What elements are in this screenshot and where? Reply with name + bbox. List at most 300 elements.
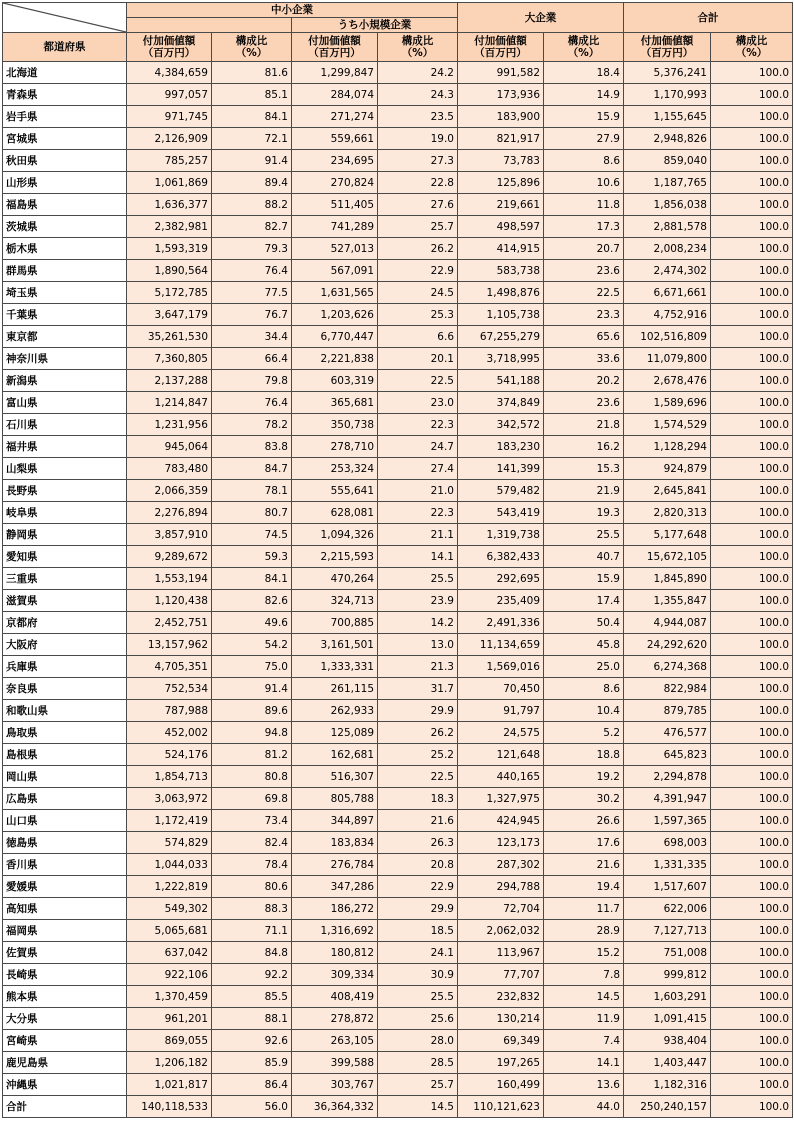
cell-t_r: 100.0 bbox=[711, 986, 793, 1008]
cell-t_r: 100.0 bbox=[711, 304, 793, 326]
cell-sme_v: 574,829 bbox=[127, 832, 212, 854]
cell-t_v: 1,597,365 bbox=[624, 810, 711, 832]
cell-sme_v: 35,261,530 bbox=[127, 326, 212, 348]
cell-t_r: 100.0 bbox=[711, 656, 793, 678]
cell-sm_r: 6.6 bbox=[378, 326, 458, 348]
cell-sm_v: 2,221,838 bbox=[292, 348, 378, 370]
prefecture-name: 高知県 bbox=[3, 898, 127, 920]
prefecture-name: 福岡県 bbox=[3, 920, 127, 942]
cell-sme_v: 4,705,351 bbox=[127, 656, 212, 678]
cell-lg_r: 21.6 bbox=[544, 854, 624, 876]
table-row bbox=[3, 128, 793, 150]
cell-t_v: 6,274,368 bbox=[624, 656, 711, 678]
cell-t_r: 100.0 bbox=[711, 282, 793, 304]
cell-sm_r: 20.1 bbox=[378, 348, 458, 370]
table-row bbox=[3, 194, 793, 216]
cell-t_r: 100.0 bbox=[711, 524, 793, 546]
cell-sme_r: 88.2 bbox=[212, 194, 292, 216]
cell-t_r: 100.0 bbox=[711, 634, 793, 656]
cell-sm_v: 555,641 bbox=[292, 480, 378, 502]
cell-sm_v: 1,631,565 bbox=[292, 282, 378, 304]
cell-sm_v: 527,013 bbox=[292, 238, 378, 260]
table-row bbox=[3, 832, 793, 854]
cell-sme_r: 82.4 bbox=[212, 832, 292, 854]
cell-t_v: 1,128,294 bbox=[624, 436, 711, 458]
table-row bbox=[3, 942, 793, 964]
prefecture-name: 熊本県 bbox=[3, 986, 127, 1008]
cell-sme_v: 5,065,681 bbox=[127, 920, 212, 942]
cell-sme_r: 34.4 bbox=[212, 326, 292, 348]
cell-sme_v: 2,126,909 bbox=[127, 128, 212, 150]
cell-sm_r: 25.5 bbox=[378, 568, 458, 590]
total-row bbox=[3, 1096, 793, 1118]
cell-lg_v: 125,896 bbox=[458, 172, 544, 194]
cell-sm_r: 20.8 bbox=[378, 854, 458, 876]
cell-sm_v: 741,289 bbox=[292, 216, 378, 238]
cell-t_v: 2,820,313 bbox=[624, 502, 711, 524]
cell-sme_v: 1,044,033 bbox=[127, 854, 212, 876]
cell-sme_r: 76.4 bbox=[212, 392, 292, 414]
cell-sm_v: 271,274 bbox=[292, 106, 378, 128]
cell-sme_v: 2,382,981 bbox=[127, 216, 212, 238]
cell-t_v: 1,187,765 bbox=[624, 172, 711, 194]
cell-lg_r: 45.8 bbox=[544, 634, 624, 656]
sme-sub-spacer bbox=[127, 18, 292, 33]
cell-sm_r: 22.5 bbox=[378, 370, 458, 392]
cell-lg_r: 18.8 bbox=[544, 744, 624, 766]
prefecture-name: 奈良県 bbox=[3, 678, 127, 700]
prefecture-name: 埼玉県 bbox=[3, 282, 127, 304]
cell-sme_r: 92.2 bbox=[212, 964, 292, 986]
cell-t_v: 7,127,713 bbox=[624, 920, 711, 942]
cell-lg_v: 235,409 bbox=[458, 590, 544, 612]
cell-t_r: 100.0 bbox=[711, 832, 793, 854]
cell-sme_r: 76.4 bbox=[212, 260, 292, 282]
cell-sm_v: 511,405 bbox=[292, 194, 378, 216]
cell-sme_r: 84.1 bbox=[212, 106, 292, 128]
cell-sm_r: 22.9 bbox=[378, 876, 458, 898]
prefecture-name: 青森県 bbox=[3, 84, 127, 106]
cell-t_v: 1,856,038 bbox=[624, 194, 711, 216]
cell-sme_r: 76.7 bbox=[212, 304, 292, 326]
cell-lg_r: 30.2 bbox=[544, 788, 624, 810]
small-value-label: 付加価値額 bbox=[308, 35, 361, 47]
cell-t_r: 100.0 bbox=[711, 216, 793, 238]
cell-sme_v: 524,176 bbox=[127, 744, 212, 766]
cell-sme_r: 88.3 bbox=[212, 898, 292, 920]
cell-lg_v: 440,165 bbox=[458, 766, 544, 788]
prefecture-name: 佐賀県 bbox=[3, 942, 127, 964]
cell-sme_v: 997,057 bbox=[127, 84, 212, 106]
cell-sm_r: 24.1 bbox=[378, 942, 458, 964]
cell-t_r: 100.0 bbox=[711, 1096, 793, 1118]
cell-sm_v: 180,812 bbox=[292, 942, 378, 964]
cell-sme_r: 91.4 bbox=[212, 678, 292, 700]
cell-sme_v: 5,172,785 bbox=[127, 282, 212, 304]
cell-lg_r: 40.7 bbox=[544, 546, 624, 568]
cell-sm_r: 18.5 bbox=[378, 920, 458, 942]
cell-sme_r: 59.3 bbox=[212, 546, 292, 568]
table-row bbox=[3, 392, 793, 414]
table-row bbox=[3, 106, 793, 128]
cell-lg_r: 11.8 bbox=[544, 194, 624, 216]
cell-t_v: 1,517,607 bbox=[624, 876, 711, 898]
cell-sme_v: 2,452,751 bbox=[127, 612, 212, 634]
table-row bbox=[3, 216, 793, 238]
cell-t_r: 100.0 bbox=[711, 392, 793, 414]
cell-sm_v: 324,713 bbox=[292, 590, 378, 612]
cell-t_v: 4,391,947 bbox=[624, 788, 711, 810]
cell-sm_v: 125,089 bbox=[292, 722, 378, 744]
cell-t_v: 2,294,878 bbox=[624, 766, 711, 788]
cell-sme_r: 69.8 bbox=[212, 788, 292, 810]
cell-lg_r: 15.3 bbox=[544, 458, 624, 480]
total-group-header: 合計 bbox=[624, 3, 793, 33]
cell-sm_r: 14.2 bbox=[378, 612, 458, 634]
cell-sm_v: 628,081 bbox=[292, 502, 378, 524]
prefecture-name: 神奈川県 bbox=[3, 348, 127, 370]
cell-lg_r: 15.9 bbox=[544, 106, 624, 128]
cell-t_v: 2,881,578 bbox=[624, 216, 711, 238]
table-row bbox=[3, 304, 793, 326]
cell-t_r: 100.0 bbox=[711, 942, 793, 964]
cell-lg_r: 19.4 bbox=[544, 876, 624, 898]
cell-lg_v: 991,582 bbox=[458, 62, 544, 84]
cell-sme_v: 945,064 bbox=[127, 436, 212, 458]
cell-lg_v: 91,797 bbox=[458, 700, 544, 722]
cell-t_v: 1,603,291 bbox=[624, 986, 711, 1008]
sme-ratio-label: 構成比 bbox=[235, 35, 268, 47]
cell-lg_r: 65.6 bbox=[544, 326, 624, 348]
cell-sme_v: 783,480 bbox=[127, 458, 212, 480]
cell-sme_v: 637,042 bbox=[127, 942, 212, 964]
sme-group-header: 中小企業 bbox=[127, 3, 458, 18]
cell-lg_r: 21.8 bbox=[544, 414, 624, 436]
cell-sme_r: 84.7 bbox=[212, 458, 292, 480]
cell-t_v: 1,331,335 bbox=[624, 854, 711, 876]
cell-t_v: 645,823 bbox=[624, 744, 711, 766]
table-row bbox=[3, 458, 793, 480]
cell-sm_v: 350,738 bbox=[292, 414, 378, 436]
prefecture-name: 栃木県 bbox=[3, 238, 127, 260]
cell-sm_r: 14.1 bbox=[378, 546, 458, 568]
cell-sm_r: 24.2 bbox=[378, 62, 458, 84]
cell-t_v: 879,785 bbox=[624, 700, 711, 722]
cell-sm_r: 27.4 bbox=[378, 458, 458, 480]
cell-sme_v: 1,231,956 bbox=[127, 414, 212, 436]
cell-t_v: 5,376,241 bbox=[624, 62, 711, 84]
table-row bbox=[3, 920, 793, 942]
cell-sme_v: 1,854,713 bbox=[127, 766, 212, 788]
cell-sm_v: 253,324 bbox=[292, 458, 378, 480]
cell-sme_r: 80.6 bbox=[212, 876, 292, 898]
cell-sm_v: 278,872 bbox=[292, 1008, 378, 1030]
cell-t_r: 100.0 bbox=[711, 1008, 793, 1030]
cell-sm_r: 22.5 bbox=[378, 766, 458, 788]
cell-t_r: 100.0 bbox=[711, 788, 793, 810]
cell-sm_v: 559,661 bbox=[292, 128, 378, 150]
cell-sme_v: 1,890,564 bbox=[127, 260, 212, 282]
cell-t_r: 100.0 bbox=[711, 700, 793, 722]
cell-sm_r: 25.2 bbox=[378, 744, 458, 766]
prefecture-name: 茨城県 bbox=[3, 216, 127, 238]
cell-lg_v: 130,214 bbox=[458, 1008, 544, 1030]
cell-lg_r: 18.4 bbox=[544, 62, 624, 84]
cell-sme_r: 72.1 bbox=[212, 128, 292, 150]
cell-lg_r: 50.4 bbox=[544, 612, 624, 634]
cell-lg_r: 20.2 bbox=[544, 370, 624, 392]
cell-lg_v: 197,265 bbox=[458, 1052, 544, 1074]
cell-lg_r: 28.9 bbox=[544, 920, 624, 942]
large-ratio-unit: （%） bbox=[567, 47, 600, 59]
table-row bbox=[3, 568, 793, 590]
cell-sm_v: 603,319 bbox=[292, 370, 378, 392]
prefecture-name: 千葉県 bbox=[3, 304, 127, 326]
cell-sm_r: 25.3 bbox=[378, 304, 458, 326]
cell-lg_r: 14.1 bbox=[544, 1052, 624, 1074]
large-value-unit: （百万円） bbox=[474, 47, 527, 59]
cell-lg_v: 160,499 bbox=[458, 1074, 544, 1096]
cell-lg_v: 69,349 bbox=[458, 1030, 544, 1052]
cell-sm_v: 278,710 bbox=[292, 436, 378, 458]
cell-lg_v: 579,482 bbox=[458, 480, 544, 502]
cell-sme_v: 2,066,359 bbox=[127, 480, 212, 502]
cell-t_r: 100.0 bbox=[711, 546, 793, 568]
cell-sm_v: 399,588 bbox=[292, 1052, 378, 1074]
cell-lg_v: 113,967 bbox=[458, 942, 544, 964]
cell-lg_r: 16.2 bbox=[544, 436, 624, 458]
cell-t_r: 100.0 bbox=[711, 62, 793, 84]
prefecture-name: 滋賀県 bbox=[3, 590, 127, 612]
cell-sm_v: 36,364,332 bbox=[292, 1096, 378, 1118]
cell-sm_r: 27.6 bbox=[378, 194, 458, 216]
cell-sm_r: 23.5 bbox=[378, 106, 458, 128]
large-value-label: 付加価値額 bbox=[474, 35, 527, 47]
cell-lg_v: 123,173 bbox=[458, 832, 544, 854]
small-value-column-header bbox=[292, 33, 378, 62]
small-ratio-column-header bbox=[378, 33, 458, 62]
table-row bbox=[3, 282, 793, 304]
table-row bbox=[3, 524, 793, 546]
cell-lg_v: 1,569,016 bbox=[458, 656, 544, 678]
cell-lg_r: 17.6 bbox=[544, 832, 624, 854]
cell-t_v: 822,984 bbox=[624, 678, 711, 700]
cell-sme_r: 81.6 bbox=[212, 62, 292, 84]
cell-lg_r: 5.2 bbox=[544, 722, 624, 744]
total-ratio-label: 構成比 bbox=[735, 35, 768, 47]
table-row bbox=[3, 546, 793, 568]
cell-sm_v: 1,203,626 bbox=[292, 304, 378, 326]
cell-lg_v: 498,597 bbox=[458, 216, 544, 238]
cell-sm_r: 27.3 bbox=[378, 150, 458, 172]
cell-lg_r: 20.7 bbox=[544, 238, 624, 260]
cell-sme_v: 2,276,894 bbox=[127, 502, 212, 524]
cell-sme_v: 1,222,819 bbox=[127, 876, 212, 898]
cell-lg_v: 6,382,433 bbox=[458, 546, 544, 568]
cell-t_r: 100.0 bbox=[711, 898, 793, 920]
prefecture-name: 山口県 bbox=[3, 810, 127, 832]
cell-sm_v: 183,834 bbox=[292, 832, 378, 854]
cell-t_v: 924,879 bbox=[624, 458, 711, 480]
cell-lg_r: 8.6 bbox=[544, 678, 624, 700]
cell-sme_r: 83.8 bbox=[212, 436, 292, 458]
prefecture-name: 群馬県 bbox=[3, 260, 127, 282]
cell-t_v: 1,182,316 bbox=[624, 1074, 711, 1096]
cell-lg_r: 27.9 bbox=[544, 128, 624, 150]
cell-sme_r: 85.5 bbox=[212, 986, 292, 1008]
cell-sme_v: 752,534 bbox=[127, 678, 212, 700]
cell-lg_v: 424,945 bbox=[458, 810, 544, 832]
cell-t_v: 6,671,661 bbox=[624, 282, 711, 304]
cell-t_v: 859,040 bbox=[624, 150, 711, 172]
cell-sm_r: 23.0 bbox=[378, 392, 458, 414]
cell-sm_v: 365,681 bbox=[292, 392, 378, 414]
cell-sme_v: 4,384,659 bbox=[127, 62, 212, 84]
cell-sme_r: 71.1 bbox=[212, 920, 292, 942]
prefecture-name: 秋田県 bbox=[3, 150, 127, 172]
cell-t_r: 100.0 bbox=[711, 876, 793, 898]
cell-sme_r: 91.4 bbox=[212, 150, 292, 172]
cell-sme_v: 1,214,847 bbox=[127, 392, 212, 414]
cell-t_r: 100.0 bbox=[711, 238, 793, 260]
prefecture-name: 北海道 bbox=[3, 62, 127, 84]
small-value-unit: （百万円） bbox=[308, 47, 361, 59]
prefecture-name: 石川県 bbox=[3, 414, 127, 436]
cell-lg_r: 7.8 bbox=[544, 964, 624, 986]
cell-sm_r: 23.9 bbox=[378, 590, 458, 612]
cell-t_v: 250,240,157 bbox=[624, 1096, 711, 1118]
cell-sm_v: 805,788 bbox=[292, 788, 378, 810]
table-row bbox=[3, 590, 793, 612]
small-ratio-unit: （%） bbox=[401, 47, 434, 59]
cell-sme_r: 84.8 bbox=[212, 942, 292, 964]
cell-lg_v: 583,738 bbox=[458, 260, 544, 282]
cell-lg_r: 11.7 bbox=[544, 898, 624, 920]
cell-sme_r: 82.6 bbox=[212, 590, 292, 612]
cell-sm_v: 276,784 bbox=[292, 854, 378, 876]
cell-sm_r: 30.9 bbox=[378, 964, 458, 986]
cell-sme_v: 3,647,179 bbox=[127, 304, 212, 326]
cell-t_v: 1,845,890 bbox=[624, 568, 711, 590]
cell-sm_v: 344,897 bbox=[292, 810, 378, 832]
cell-sm_r: 25.6 bbox=[378, 1008, 458, 1030]
prefecture-name: 大阪府 bbox=[3, 634, 127, 656]
cell-t_v: 698,003 bbox=[624, 832, 711, 854]
cell-t_r: 100.0 bbox=[711, 766, 793, 788]
cell-t_v: 15,672,105 bbox=[624, 546, 711, 568]
table-row bbox=[3, 150, 793, 172]
cell-sm_v: 3,161,501 bbox=[292, 634, 378, 656]
cell-sme_r: 94.8 bbox=[212, 722, 292, 744]
cell-sm_r: 29.9 bbox=[378, 700, 458, 722]
total-value-unit: （百万円） bbox=[640, 47, 694, 59]
cell-lg_r: 26.6 bbox=[544, 810, 624, 832]
table-row bbox=[3, 326, 793, 348]
prefecture-name: 福島県 bbox=[3, 194, 127, 216]
cell-sme_v: 452,002 bbox=[127, 722, 212, 744]
total-ratio-column-header bbox=[711, 33, 793, 62]
cell-t_v: 2,948,826 bbox=[624, 128, 711, 150]
table-row bbox=[3, 370, 793, 392]
cell-t_r: 100.0 bbox=[711, 348, 793, 370]
cell-sme_r: 80.8 bbox=[212, 766, 292, 788]
cell-t_v: 2,645,841 bbox=[624, 480, 711, 502]
cell-t_v: 1,355,847 bbox=[624, 590, 711, 612]
cell-sm_v: 309,334 bbox=[292, 964, 378, 986]
cell-t_r: 100.0 bbox=[711, 590, 793, 612]
sme-value-unit: （百万円） bbox=[142, 47, 196, 59]
prefecture-name: 新潟県 bbox=[3, 370, 127, 392]
cell-sme_v: 140,118,533 bbox=[127, 1096, 212, 1118]
cell-sm_r: 25.7 bbox=[378, 216, 458, 238]
prefecture-name: 東京都 bbox=[3, 326, 127, 348]
cell-sme_v: 9,289,672 bbox=[127, 546, 212, 568]
cell-t_r: 100.0 bbox=[711, 744, 793, 766]
table-row bbox=[3, 810, 793, 832]
cell-sme_r: 84.1 bbox=[212, 568, 292, 590]
cell-t_r: 100.0 bbox=[711, 810, 793, 832]
prefecture-name: 山形県 bbox=[3, 172, 127, 194]
cell-sm_v: 263,105 bbox=[292, 1030, 378, 1052]
cell-t_v: 1,574,529 bbox=[624, 414, 711, 436]
cell-sm_r: 25.5 bbox=[378, 986, 458, 1008]
cell-t_r: 100.0 bbox=[711, 480, 793, 502]
cell-sm_r: 21.3 bbox=[378, 656, 458, 678]
cell-sm_v: 408,419 bbox=[292, 986, 378, 1008]
sme-ratio-unit: （%） bbox=[235, 47, 268, 59]
prefecture-name: 京都府 bbox=[3, 612, 127, 634]
table-row bbox=[3, 1030, 793, 1052]
cell-sme_v: 7,360,805 bbox=[127, 348, 212, 370]
cell-lg_v: 541,188 bbox=[458, 370, 544, 392]
cell-sme_v: 1,636,377 bbox=[127, 194, 212, 216]
prefecture-name: 岐阜県 bbox=[3, 502, 127, 524]
cell-lg_r: 15.9 bbox=[544, 568, 624, 590]
cell-t_v: 751,008 bbox=[624, 942, 711, 964]
cell-t_r: 100.0 bbox=[711, 326, 793, 348]
table-row bbox=[3, 986, 793, 1008]
corner-diagonal-cell bbox=[3, 3, 127, 33]
cell-lg_v: 141,399 bbox=[458, 458, 544, 480]
cell-sme_r: 79.3 bbox=[212, 238, 292, 260]
small-group-header: うち小規模企業 bbox=[292, 18, 458, 33]
cell-sm_r: 28.0 bbox=[378, 1030, 458, 1052]
cell-sm_v: 261,115 bbox=[292, 678, 378, 700]
cell-sm_r: 14.5 bbox=[378, 1096, 458, 1118]
cell-sme_r: 86.4 bbox=[212, 1074, 292, 1096]
cell-sme_v: 971,745 bbox=[127, 106, 212, 128]
cell-t_v: 4,752,916 bbox=[624, 304, 711, 326]
cell-t_r: 100.0 bbox=[711, 678, 793, 700]
cell-sme_r: 73.4 bbox=[212, 810, 292, 832]
cell-sme_r: 85.9 bbox=[212, 1052, 292, 1074]
cell-lg_v: 1,498,876 bbox=[458, 282, 544, 304]
cell-lg_r: 23.3 bbox=[544, 304, 624, 326]
cell-t_r: 100.0 bbox=[711, 370, 793, 392]
table-row bbox=[3, 744, 793, 766]
cell-t_v: 4,944,087 bbox=[624, 612, 711, 634]
total-ratio-unit: （%） bbox=[735, 47, 768, 59]
prefecture-name: 富山県 bbox=[3, 392, 127, 414]
prefecture-name: 兵庫県 bbox=[3, 656, 127, 678]
cell-sm_r: 21.6 bbox=[378, 810, 458, 832]
cell-t_r: 100.0 bbox=[711, 260, 793, 282]
cell-t_v: 2,678,476 bbox=[624, 370, 711, 392]
cell-sme_v: 1,553,194 bbox=[127, 568, 212, 590]
cell-t_r: 100.0 bbox=[711, 194, 793, 216]
cell-t_v: 1,155,645 bbox=[624, 106, 711, 128]
cell-sme_v: 1,120,438 bbox=[127, 590, 212, 612]
